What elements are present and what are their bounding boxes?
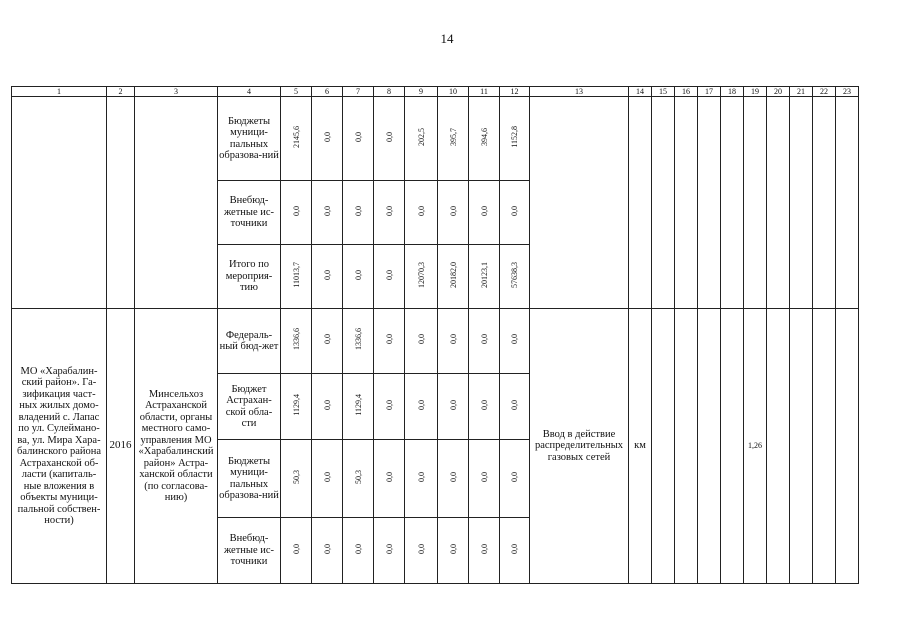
- value-cell: 0,0: [438, 181, 469, 245]
- table-row: [12, 97, 859, 181]
- value-cell: 0,0: [405, 374, 438, 440]
- value-cell: 395,7: [438, 97, 469, 181]
- header-cell: 19: [744, 87, 767, 97]
- col20-cell: [767, 309, 790, 584]
- header-cell: 18: [721, 87, 744, 97]
- funding-source: Бюджет Астрахан-ской обла-сти: [218, 374, 281, 440]
- page-number: 14: [440, 31, 454, 46]
- value-cell: 0,0: [405, 181, 438, 245]
- block1-col17: [698, 97, 721, 309]
- value-cell: 0,0: [312, 245, 343, 309]
- value-cell: 0,0: [469, 309, 500, 374]
- value-cell: 0,0: [343, 245, 374, 309]
- value-cell: 0,0: [374, 309, 405, 374]
- value-cell: 0,0: [312, 181, 343, 245]
- header-cell: 23: [836, 87, 859, 97]
- value-cell: 0,0: [405, 309, 438, 374]
- value-cell: 1152,8: [500, 97, 530, 181]
- value-cell: 0,0: [312, 518, 343, 584]
- funding-source: Федераль-ный бюд-жет: [218, 309, 281, 374]
- header-cell: 11: [469, 87, 500, 97]
- project-description: МО «Харабалин-ский район». Га-зификация част-ных жилых домо-владений с. Лапас по ул. Сулеймано-ва, ул. Мира Хара-балинского района Астраханской об-ласти (капиталь-ные вложения в объекты муници-пальной собствен-ности): [12, 309, 107, 584]
- block1-col15: [652, 97, 675, 309]
- funding-source: Бюджеты муници-пальных образова-ний: [218, 440, 281, 518]
- header-cell: 12: [500, 87, 530, 97]
- col17-cell: [698, 309, 721, 584]
- value-cell: 0,0: [500, 440, 530, 518]
- value-cell: 0,0: [374, 440, 405, 518]
- value-cell: 57638,3: [500, 245, 530, 309]
- header-cell: 2: [107, 87, 135, 97]
- value-cell: 0,0: [281, 518, 312, 584]
- block1-col21: [790, 97, 813, 309]
- funding-source: Внебюд-жетные ис-точники: [218, 518, 281, 584]
- header-cell: 6: [312, 87, 343, 97]
- header-cell: 14: [629, 87, 652, 97]
- value-cell: 0,0: [469, 440, 500, 518]
- value-cell: 0,0: [374, 518, 405, 584]
- value-cell: 2145,6: [281, 97, 312, 181]
- header-cell: 1: [12, 87, 107, 97]
- value-cell: 0,0: [312, 374, 343, 440]
- value-cell: 20123,1: [469, 245, 500, 309]
- project-unit: км: [629, 309, 652, 584]
- block1-description: [12, 97, 107, 309]
- value-cell: 0,0: [500, 374, 530, 440]
- value-cell: 0,0: [374, 181, 405, 245]
- header-cell: 9: [405, 87, 438, 97]
- value-cell: 0,0: [405, 440, 438, 518]
- table-row: [12, 309, 859, 374]
- value-cell: 1129,4: [281, 374, 312, 440]
- header-row: [12, 87, 859, 97]
- header-cell: 4: [218, 87, 281, 97]
- value-cell: 20182,0: [438, 245, 469, 309]
- project-executor: Минсельхоз Астраханской области, органы местного само-управления МО «Харабалинский район» Астра-ханской области (по согласова-нию): [135, 309, 218, 584]
- funding-source: Бюджеты муници-пальных образова-ний: [218, 97, 281, 181]
- value-cell: 0,0: [281, 181, 312, 245]
- col21-cell: [790, 309, 813, 584]
- funding-source: Итого по мероприя-тию: [218, 245, 281, 309]
- block1-col22: [813, 97, 836, 309]
- col18-cell: [721, 309, 744, 584]
- value-cell: 0,0: [438, 440, 469, 518]
- value-cell: 0,0: [312, 97, 343, 181]
- value-cell: 1336,6: [281, 309, 312, 374]
- value-cell: 394,6: [469, 97, 500, 181]
- header-cell: 22: [813, 87, 836, 97]
- header-cell: 13: [530, 87, 629, 97]
- project-year: 2016: [107, 309, 135, 584]
- header-cell: 5: [281, 87, 312, 97]
- col22-cell: [813, 309, 836, 584]
- value-cell: 0,0: [500, 518, 530, 584]
- header-cell: 3: [135, 87, 218, 97]
- col23-cell: [836, 309, 859, 584]
- col15-cell: [652, 309, 675, 584]
- block1-executor: [135, 97, 218, 309]
- value-cell: 0,0: [343, 97, 374, 181]
- value-cell: 50,3: [281, 440, 312, 518]
- block1-col16: [675, 97, 698, 309]
- header-cell: 16: [675, 87, 698, 97]
- header-cell: 20: [767, 87, 790, 97]
- value-cell: 0,0: [374, 97, 405, 181]
- value-cell: 0,0: [374, 245, 405, 309]
- value-cell: 1336,6: [343, 309, 374, 374]
- block1-col14: [629, 97, 652, 309]
- header-cell: 21: [790, 87, 813, 97]
- block1-col18: [721, 97, 744, 309]
- value-cell: 0,0: [312, 440, 343, 518]
- block1-year: [107, 97, 135, 309]
- value-cell: 1129,4: [343, 374, 374, 440]
- value-cell: 0,0: [438, 309, 469, 374]
- value-cell: 11013,7: [281, 245, 312, 309]
- value-cell: 0,0: [312, 309, 343, 374]
- value-cell: 0,0: [438, 518, 469, 584]
- program-table: [11, 86, 859, 584]
- value-cell: 0,0: [343, 181, 374, 245]
- header-cell: 7: [343, 87, 374, 97]
- header-cell: 15: [652, 87, 675, 97]
- header-cell: 17: [698, 87, 721, 97]
- value-cell: 0,0: [469, 181, 500, 245]
- value-cell: 202,5: [405, 97, 438, 181]
- value-cell: 0,0: [500, 309, 530, 374]
- project-indicator: Ввод в действие распределительных газовых сетей: [530, 309, 629, 584]
- value-cell: 0,0: [469, 518, 500, 584]
- value-cell: 0,0: [500, 181, 530, 245]
- header-cell: 10: [438, 87, 469, 97]
- block1-col23: [836, 97, 859, 309]
- col16-cell: [675, 309, 698, 584]
- value-cell: 0,0: [405, 518, 438, 584]
- header-cell: 8: [374, 87, 405, 97]
- value-cell: 50,3: [343, 440, 374, 518]
- value-cell: 0,0: [469, 374, 500, 440]
- value-cell: 0,0: [438, 374, 469, 440]
- col19-value: 1,26: [744, 309, 767, 584]
- value-cell: 0,0: [374, 374, 405, 440]
- funding-source: Внебюд-жетные ис-точники: [218, 181, 281, 245]
- block1-col20: [767, 97, 790, 309]
- value-cell: 0,0: [343, 518, 374, 584]
- block1-col19: [744, 97, 767, 309]
- value-cell: 12070,3: [405, 245, 438, 309]
- block1-indicator: [530, 97, 629, 309]
